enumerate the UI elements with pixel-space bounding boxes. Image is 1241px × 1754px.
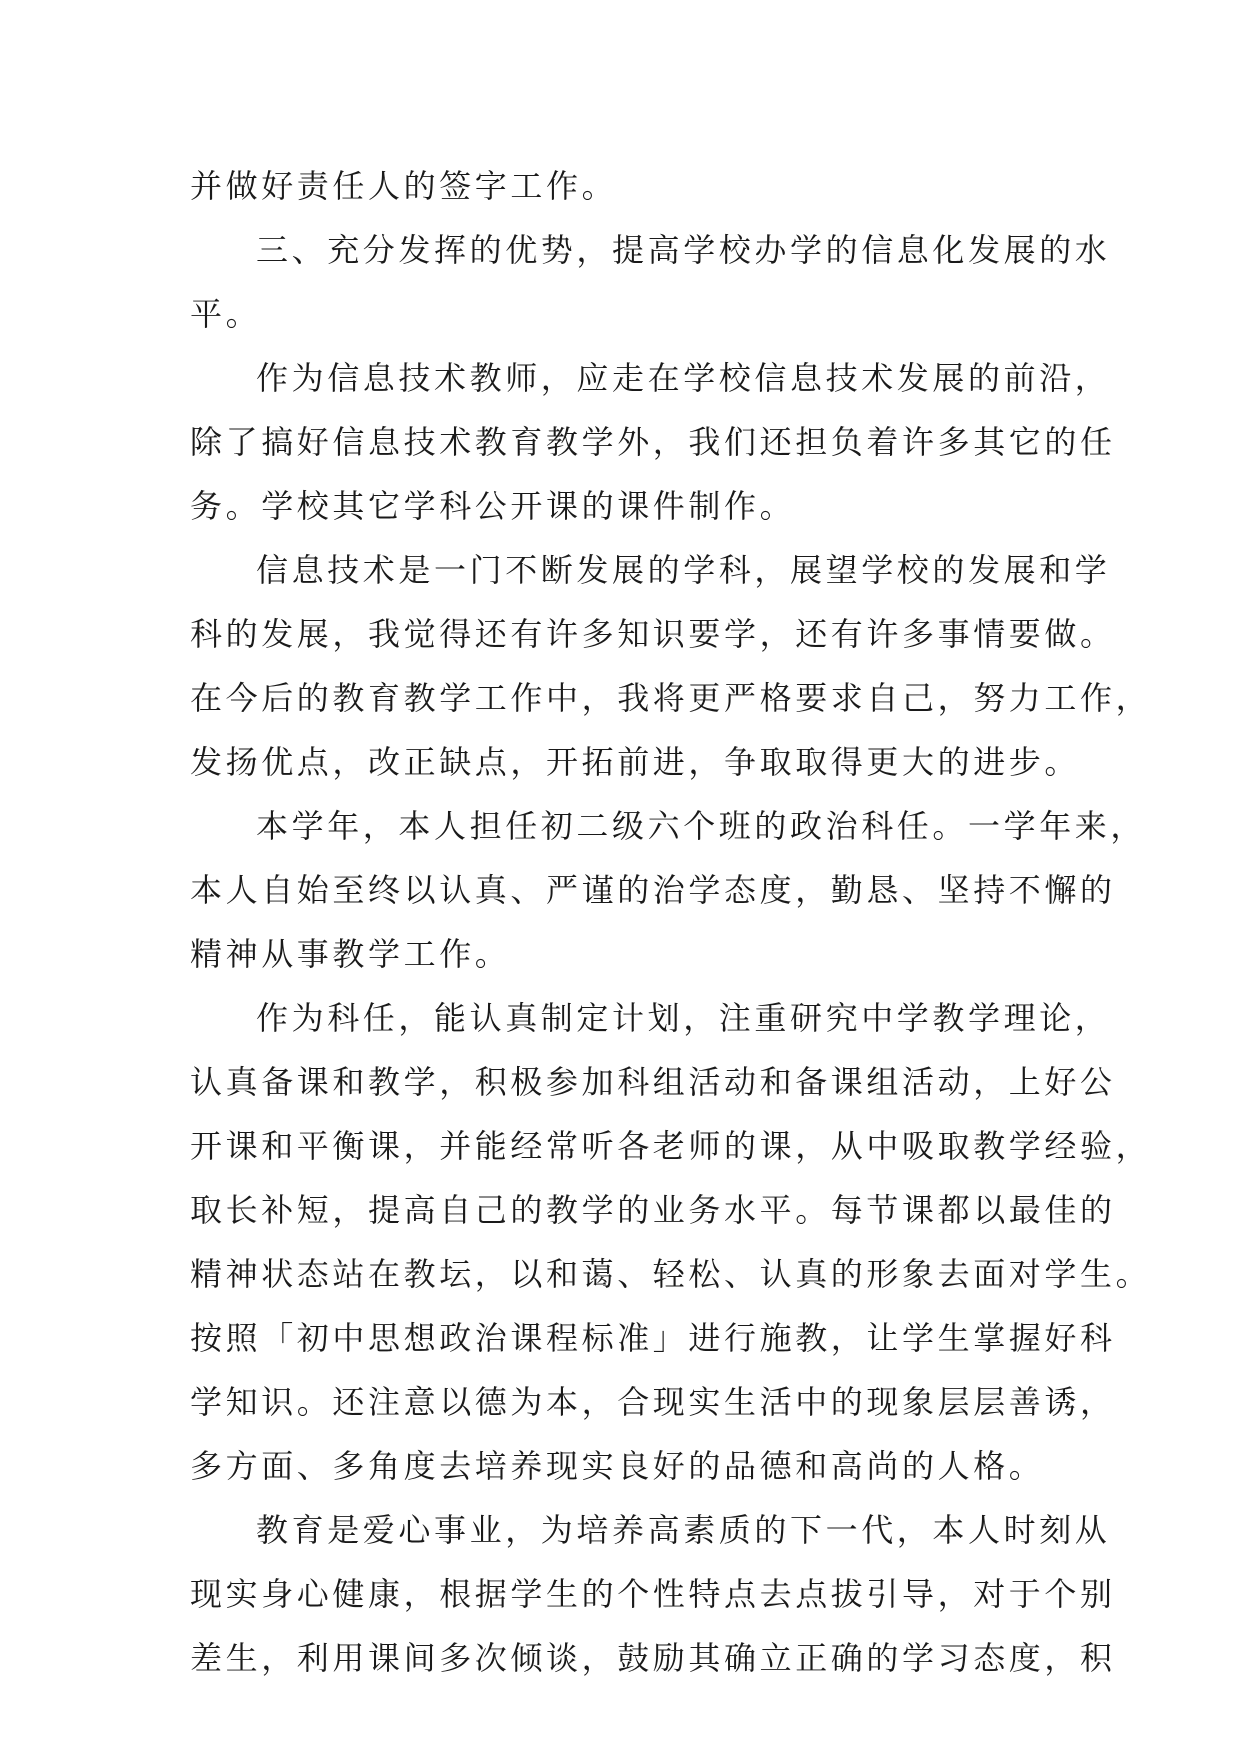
- text-line: 现实身心健康，根据学生的个性特点去点拔引导，对于个别: [190, 1575, 1116, 1613]
- text-line: 三、充分发挥的优势，提高学校办学的信息化发展的水: [256, 231, 1111, 269]
- text-line: 并做好责任人的签字工作。: [190, 167, 618, 205]
- text-line: 按照「初中思想政治课程标准」进行施教，让学生掌握好科: [190, 1319, 1116, 1357]
- text-line: 平。: [190, 295, 262, 333]
- text-line: 多方面、多角度去培养现实良好的品德和高尚的人格。: [190, 1447, 1045, 1485]
- text-line: 除了搞好信息技术教育教学外，我们还担负着许多其它的任: [190, 423, 1116, 461]
- text-line: 作为信息技术教师，应走在学校信息技术发展的前沿，: [256, 359, 1111, 397]
- text-line: 教育是爱心事业，为培养高素质的下一代，本人时刻从: [256, 1511, 1111, 1549]
- text-line: 学知识。还注意以德为本，合现实生活中的现象层层善诱，: [190, 1383, 1116, 1421]
- text-line: 差生，利用课间多次倾谈，鼓励其确立正确的学习态度，积: [190, 1639, 1116, 1677]
- text-line: 作为科任，能认真制定计划，注重研究中学教学理论，: [256, 999, 1111, 1037]
- text-line: 信息技术是一门不断发展的学科，展望学校的发展和学: [256, 551, 1111, 589]
- text-line: 在今后的教育教学工作中，我将更严格要求自己，努力工作，: [190, 679, 1152, 717]
- text-line: 精神从事教学工作。: [190, 935, 511, 973]
- text-line: 科的发展，我觉得还有许多知识要学，还有许多事情要做。: [190, 615, 1116, 653]
- document-body: [190, 154, 1152, 1690]
- text-line: 认真备课和教学，积极参加科组活动和备课组活动，上好公: [190, 1063, 1116, 1101]
- text-line: 务。学校其它学科公开课的课件制作。: [190, 487, 796, 525]
- text-line: 发扬优点，改正缺点，开拓前进，争取取得更大的进步。: [190, 743, 1081, 781]
- text-line: 取长补短，提高自己的教学的业务水平。每节课都以最佳的: [190, 1191, 1116, 1229]
- text-line: 本学年，本人担任初二级六个班的政治科任。一学年来，: [256, 807, 1147, 845]
- text-line: 精神状态站在教坛，以和蔼、轻松、认真的形象去面对学生。: [190, 1255, 1152, 1293]
- text-line: 本人自始至终以认真、严谨的治学态度，勤恳、坚持不懈的: [190, 871, 1116, 909]
- text-line: 开课和平衡课，并能经常听各老师的课，从中吸取教学经验，: [190, 1127, 1152, 1165]
